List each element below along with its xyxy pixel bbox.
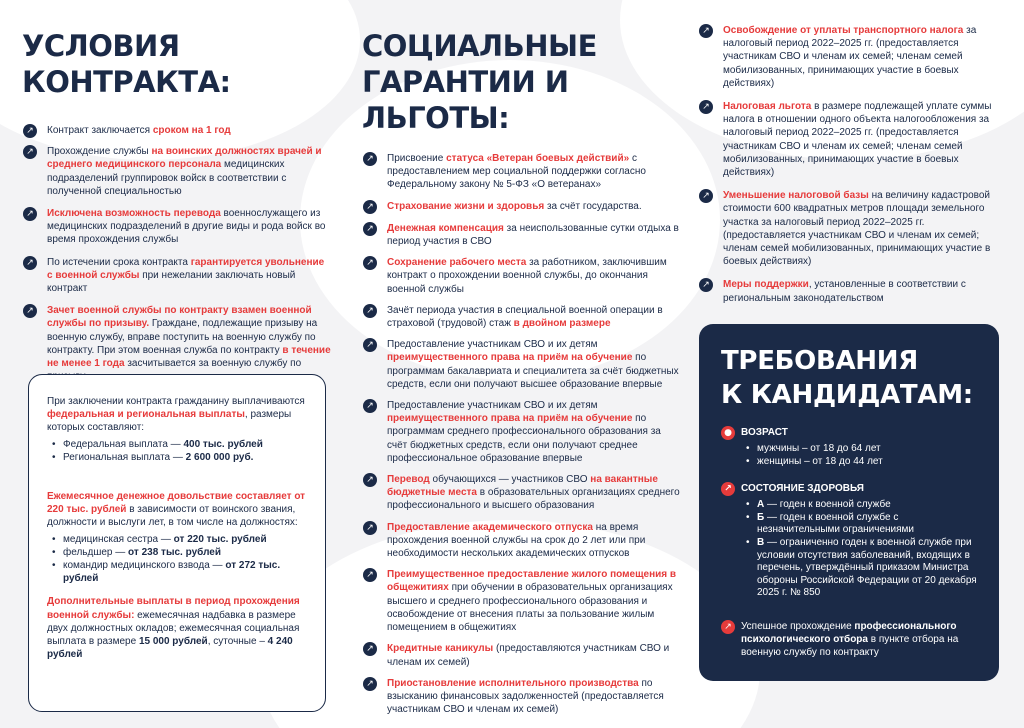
arrow-up-right-icon: ↗: [23, 145, 37, 159]
extra-body: ежемесячная надбавка в размере двух должностных окладов; ежемесячная социальная выплата в размере: [47, 609, 300, 648]
title-line: УСЛОВИЯ: [22, 29, 180, 63]
item-text: Прохождение службы: [47, 146, 152, 158]
health-category: В: [757, 536, 765, 548]
item-text: Контракт заключается: [47, 125, 153, 136]
health-text: — годен к военной службе: [764, 499, 891, 511]
list-item: [362, 521, 680, 561]
item-highlight: Меры поддержки: [723, 279, 809, 291]
intro-text: , размеры которых составляют:: [47, 409, 292, 434]
arrow-up-right-icon: ↗: [23, 304, 37, 318]
item-highlight: гарантируется увольнение с военной службы: [47, 256, 325, 281]
list-item: [698, 189, 1003, 268]
list-item: [362, 642, 680, 668]
extra-value: 15 000 рублей: [138, 636, 208, 648]
list-item: [741, 512, 981, 537]
item-text: , установленные в соответствии с региональным законодательством: [723, 279, 966, 304]
list-item: [362, 256, 680, 296]
arrow-up-right-icon: ↗: [363, 338, 377, 352]
item-text: при обучении в образовательных организациях высшего и среднего профессионального образования и освобождение от внесения платы за пользование жилым помещением в общежитиях: [387, 582, 673, 634]
title-line: КОНТРАКТА:: [22, 65, 231, 99]
list-item: [362, 473, 680, 513]
list-item: [362, 152, 680, 192]
arrow-up-right-icon: ↗: [721, 482, 735, 496]
list-item: [362, 568, 680, 634]
tax-benefits-column: [698, 0, 1003, 313]
list-item: [22, 145, 332, 198]
item-highlight: в течение не менее 1 года: [47, 344, 331, 370]
payment-label: Региональная выплата —: [63, 451, 186, 463]
extra-body: , суточные –: [207, 636, 268, 648]
item-text: на величину кадастровой стоимости 600 квадратных метров площади земельного участка за налоговый период 2022–2025 гг. (предоставляется участникам СВО и членам их семей; членам семей мобилизованных, принимающих участие в боевых действиях): [723, 190, 991, 268]
allowance-highlight: Ежемесячное денежное довольствие составляет от 220 тыс. рублей: [47, 491, 306, 516]
title-line: ГАРАНТИИ И ЛЬГОТЫ:: [362, 65, 569, 135]
health-title: СОСТОЯНИЕ ЗДОРОВЬЯ: [741, 483, 864, 495]
item-highlight: Кредитные каникулы: [387, 643, 494, 655]
health-category: А: [757, 499, 765, 511]
list-item: [741, 499, 981, 512]
item-text: (предоставляются участникам СВО и членам их семей): [387, 643, 670, 668]
item-text: в образовательных организациях среднего профессионального и высшего образования: [387, 487, 680, 512]
item-highlight: Освобождение от уплаты транспортного налога: [723, 25, 964, 36]
arrow-up-right-icon: ↗: [363, 304, 377, 318]
item-highlight: Зачет военной службы по контракту взамен военной службы по призыву.: [47, 305, 312, 330]
position-value: от 220 тыс. рублей: [173, 533, 267, 545]
item-text: засчитывается за военную службу по: [127, 358, 302, 370]
positions-list: [47, 533, 313, 586]
item-highlight: Исключена возможность перевода: [47, 208, 221, 220]
list-item: [362, 399, 680, 465]
item-text: По истечении срока контракта: [47, 256, 191, 268]
list-item: [698, 24, 1003, 90]
health-text: — годен к военной службе с незначительными ограничениями: [757, 511, 914, 536]
title-line: СОЦИАЛЬНЫЕ: [362, 29, 597, 63]
item-text: по программам бакалавриата и специалитета за счёт бюджетных средств, если они получают высшее образование впервые: [387, 352, 679, 390]
item-text: военнослужащего из медицинских подразделений в другие виды и рода войск во время прохождения службы: [47, 208, 326, 246]
item-text: с предоставлением мер социальной поддержки согласно Федеральному закону № 5-ФЗ «О ветеранах»: [387, 153, 646, 191]
item-text: обучающихся — участников СВО: [429, 474, 591, 486]
arrow-up-right-icon: ↗: [23, 256, 37, 270]
arrow-up-right-icon: ↗: [363, 642, 377, 656]
list-item: [22, 124, 332, 137]
allowance-body: в зависимости от воинского звания, должности и выслуги лет, в том числе на должностях:: [47, 504, 298, 529]
list-item: • мужчины – от 18 до 64 лет: [741, 443, 981, 456]
arrow-up-right-icon: ↗: [363, 200, 377, 214]
item-text: за неиспользованные сутки отдыха в период участия в СВО: [387, 222, 679, 248]
list-item: [47, 533, 313, 546]
item-highlight: статуса «Ветеран боевых действий»: [446, 153, 630, 164]
health-category: Б: [757, 511, 765, 523]
arrow-up-right-icon: ↗: [363, 256, 377, 270]
list-item: [22, 207, 332, 247]
list-item: [22, 304, 332, 383]
payment-label: Федеральная выплата —: [63, 438, 184, 450]
health-section: [721, 482, 981, 600]
item-highlight: Предоставление академического отпуска: [387, 521, 593, 533]
arrow-up-right-icon: ↗: [699, 100, 713, 114]
item-text: медицинских подразделений группировок войск в соответствии с полученной специальностью: [47, 159, 287, 197]
payment-value: 2 600 000 руб.: [185, 451, 254, 463]
item-highlight: Денежная компенсация: [387, 222, 504, 234]
item-highlight: на вакантные бюджетные места: [387, 474, 658, 499]
contract-conditions-title: [22, 28, 332, 100]
selection-text: в пункте отбора на военную службу по контракту: [741, 633, 959, 658]
item-highlight: на воинских должностях врачей и среднего медицинского персонала: [47, 146, 322, 171]
extra-payments-text: [47, 595, 313, 661]
arrow-up-right-icon: ↗: [363, 152, 377, 166]
arrow-up-right-icon: ↗: [363, 473, 377, 487]
arrow-up-right-icon: ↗: [363, 222, 377, 236]
person-icon: ●: [721, 426, 735, 440]
item-highlight: Налоговая льгота: [723, 101, 812, 113]
intro-highlight: федеральная и региональная выплаты: [47, 409, 245, 421]
health-heading: [721, 482, 981, 496]
arrow-up-right-icon: ↗: [23, 124, 37, 138]
item-text: Предоставление участникам СВО и их детям: [387, 339, 598, 351]
item-highlight: сроком на 1 год: [152, 125, 231, 136]
item-text: в размере подлежащей уплате суммы налога в отношении одного объекта налогообложения за налоговый период 2022–2025 гг. (предоставляется участникам СВО и членам их семей; членам семей мобилизованных, принимающих участие в боевых действиях): [723, 101, 992, 179]
item-text: за счёт государства.: [544, 200, 642, 212]
arrow-up-right-icon: ↗: [23, 207, 37, 221]
item-highlight: Приостановление исполнительного производства: [387, 677, 639, 689]
age-list: [741, 443, 981, 468]
requirements-title: [721, 344, 981, 412]
requirements-card: [699, 324, 999, 681]
intro-text: При заключении контракта гражданину выплачиваются: [47, 396, 305, 407]
item-text: при нежелании заключать новый контракт: [47, 269, 296, 295]
position-label: медицинская сестра —: [63, 533, 174, 545]
extra-highlight: Дополнительные выплаты в период прохождения военной службы:: [47, 596, 300, 621]
item-highlight: Сохранение рабочего места: [387, 257, 527, 269]
arrow-up-right-icon: ↗: [699, 24, 713, 38]
health-text: — ограниченно годен к военной службе при условии отсутствия заболеваний, входящих в перечень, утверждённый приказом Министра обороны Российской Федерации от 20 декабря 2025 г. № 850: [757, 536, 977, 599]
list-item: [47, 438, 313, 451]
item-text: на время прохождения военной службы на срок до 2 лет или при необходимости нескольких академических отпусков: [387, 521, 646, 560]
arrow-up-right-icon: ↗: [363, 399, 377, 413]
item-text: Граждане, подлежащие призыву на военную службу, вправе поступить на военную службу по контракту. При этом военная служба по контракту: [47, 318, 318, 356]
item-text: за налоговый период 2022–2025 гг. (предоставляется участникам СВО и членам их семей; членам семей мобилизованных, принимающих участие в боевых действиях): [723, 25, 977, 89]
item-highlight: Преимущественное предоставление жилого помещения в общежитиях: [387, 569, 677, 594]
position-value: от 272 тыс. рублей: [63, 560, 281, 585]
payments-box: [28, 374, 326, 712]
arrow-up-right-icon: ↗: [363, 521, 377, 535]
health-list: [741, 499, 981, 600]
social-guarantees-title: [362, 28, 680, 136]
list-item: [698, 278, 1003, 304]
extra-value: 4 240 рублей: [47, 636, 293, 661]
item-highlight: Страхование жизни и здоровья: [387, 200, 545, 212]
arrow-up-right-icon: ↗: [363, 568, 377, 582]
title-line: ТРЕБОВАНИЯ: [721, 346, 918, 376]
list-item: [698, 100, 1003, 179]
selection-requirement: [721, 620, 981, 659]
list-item: [47, 559, 313, 585]
list-item: [362, 222, 680, 248]
payments-intro: [47, 395, 313, 435]
item-highlight: преимущественного права на приём на обучение: [387, 352, 633, 364]
item-text: Зачёт периода участия в специальной военной операции в страховой (трудовой) стаж: [387, 304, 663, 330]
age-heading: [721, 426, 981, 440]
arrow-up-right-icon: ↗: [363, 677, 377, 691]
arrow-up-right-icon: ↗: [699, 278, 713, 292]
item-highlight: Уменьшение налоговой базы: [723, 190, 869, 202]
list-item: [47, 451, 313, 464]
payments-list: [47, 438, 313, 464]
list-item: [22, 256, 332, 296]
title-line: К КАНДИДАТАМ:: [721, 380, 973, 410]
age-section: [721, 426, 981, 468]
item-text: по взысканию финансовых задолженностей (предоставляется участникам СВО и членам их семей): [387, 677, 664, 716]
selection-text: Успешное прохождение: [741, 620, 855, 632]
item-text: Предоставление участникам СВО и их детям: [387, 400, 598, 412]
selection-highlight: профессионального психологического отбора: [741, 620, 957, 645]
list-item: [741, 537, 981, 600]
item-text: по программам среднего профессионального образования за счёт бюджетных средств, если они получают среднее профессиональное образование впервые: [387, 413, 661, 464]
list-item: [362, 338, 680, 391]
arrow-up-right-icon: ↗: [721, 620, 735, 634]
item-text: за работником, заключившим контракт о прохождении военной службы, до окончания военной службы: [387, 257, 667, 295]
position-label: фельдшер —: [63, 546, 129, 558]
arrow-up-right-icon: ↗: [699, 189, 713, 203]
item-highlight: Перевод: [387, 474, 430, 486]
list-item: [47, 546, 313, 559]
list-item: [362, 200, 680, 213]
payment-value: 400 тыс. рублей: [183, 438, 263, 450]
contract-conditions-column: [22, 0, 332, 391]
list-item: [362, 304, 680, 330]
social-guarantees-column: [362, 0, 680, 724]
position-value: от 238 тыс. рублей: [128, 546, 221, 558]
item-text: Присвоение: [387, 153, 447, 164]
age-title: ВОЗРАСТ: [741, 427, 788, 438]
allowance-text: [47, 490, 313, 530]
position-label: командир медицинского взвода —: [63, 560, 226, 572]
item-highlight: в двойном размере: [513, 318, 611, 330]
item-highlight: преимущественного права на приём на обучение: [387, 413, 633, 425]
list-item: [362, 677, 680, 717]
list-item: • женщины – от 18 до 44 лет: [741, 456, 981, 469]
